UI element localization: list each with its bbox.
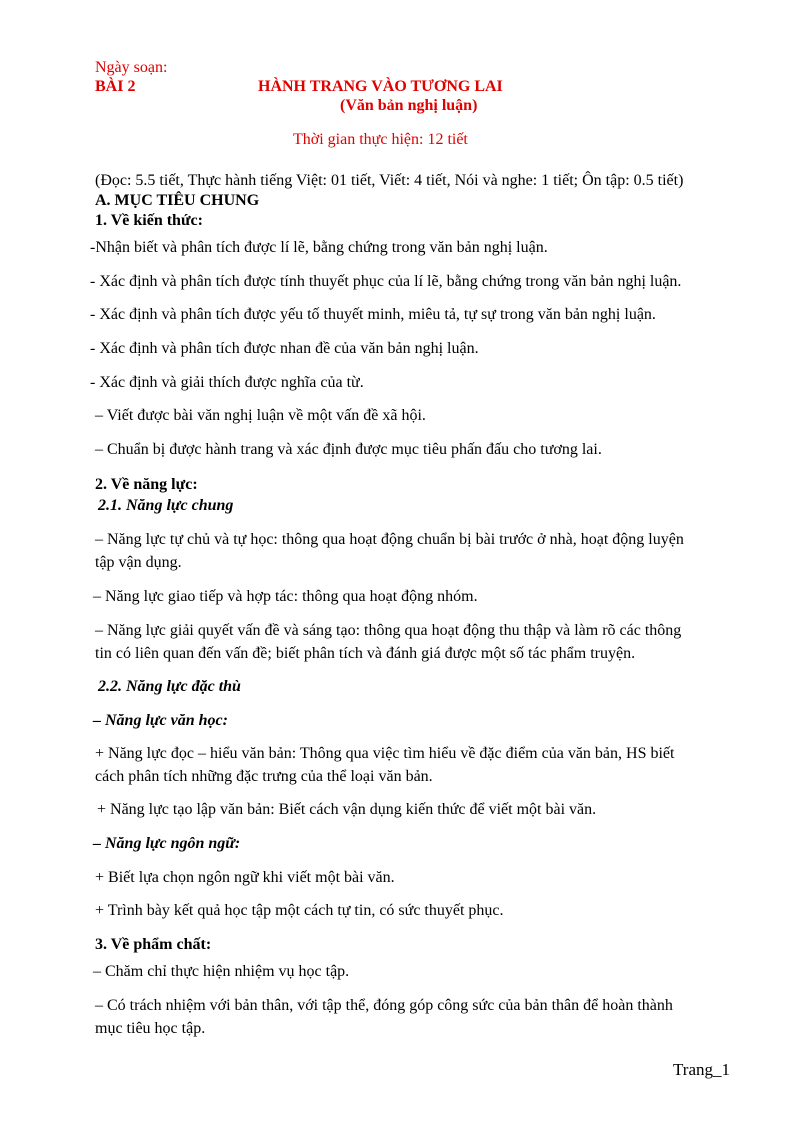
lesson-genre: (Văn bản nghị luận) <box>340 97 478 114</box>
general-competence-item-cont: tập vận dụng. <box>95 554 182 571</box>
language-competence-heading: – Năng lực ngôn ngữ: <box>93 835 241 852</box>
literary-competence-heading: – Năng lực văn học: <box>93 712 228 729</box>
date-label: Ngày soạn: <box>95 59 168 76</box>
knowledge-item: – Viết được bài văn nghị luận về một vấn đề xã hội. <box>95 407 426 424</box>
knowledge-heading: 1. Về kiến thức: <box>95 212 203 229</box>
general-competence-item: – Năng lực giao tiếp và hợp tác: thông qua hoạt động nhóm. <box>93 588 478 605</box>
language-competence-item: + Trình bày kết quả học tập một cách tự tin, có sức thuyết phục. <box>95 902 504 919</box>
time-allocation: (Đọc: 5.5 tiết, Thực hành tiếng Việt: 01 tiết, Viết: 4 tiết, Nói và nghe: 1 tiết; Ôn tập: 0.5 tiết) <box>95 172 684 189</box>
qualities-heading: 3. Về phẩm chất: <box>95 936 212 953</box>
knowledge-item: - Xác định và phân tích được yếu tố thuyết minh, miêu tả, tự sự trong văn bản nghị luận. <box>90 306 656 323</box>
knowledge-item: - Xác định và giải thích được nghĩa của từ. <box>90 374 364 391</box>
duration: Thời gian thực hiện: 12 tiết <box>293 131 468 148</box>
specific-competence-heading: 2.2. Năng lực đặc thù <box>98 678 241 695</box>
knowledge-item: - Xác định và phân tích được nhan đề của văn bản nghị luận. <box>90 340 479 357</box>
general-competence-item: – Năng lực tự chủ và tự học: thông qua hoạt động chuẩn bị bài trước ở nhà, hoạt động luyện <box>95 531 684 548</box>
literary-competence-item-cont: cách phân tích những đặc trưng của thể loại văn bản. <box>95 768 433 785</box>
qualities-item: – Chăm chỉ thực hiện nhiệm vụ học tập. <box>93 963 350 980</box>
knowledge-item: -Nhận biết và phân tích được lí lẽ, bằng chứng trong văn bản nghị luận. <box>90 239 548 256</box>
page-number: Trang_1 <box>673 1060 730 1079</box>
knowledge-item: – Chuẩn bị được hành trang và xác định được mục tiêu phấn đấu cho tương lai. <box>95 441 602 458</box>
section-a-heading: A. MỤC TIÊU CHUNG <box>95 192 260 209</box>
knowledge-item: - Xác định và phân tích được tính thuyết phục của lí lẽ, bằng chứng trong văn bản nghị luận. <box>90 273 682 290</box>
qualities-item-cont: mục tiêu học tập. <box>95 1020 206 1037</box>
lesson-title: HÀNH TRANG VÀO TƯƠNG LAI <box>258 78 503 95</box>
language-competence-item: + Biết lựa chọn ngôn ngữ khi viết một bài văn. <box>95 869 395 886</box>
competence-heading: 2. Về năng lực: <box>95 476 198 493</box>
literary-competence-item: + Năng lực tạo lập văn bản: Biết cách vận dụng kiến thức để viết một bài văn. <box>97 801 597 818</box>
lesson-number: BÀI 2 <box>95 78 136 95</box>
literary-competence-item: + Năng lực đọc – hiểu văn bản: Thông qua việc tìm hiểu về đặc điểm của văn bản, HS biết <box>95 745 675 762</box>
general-competence-heading: 2.1. Năng lực chung <box>98 497 234 514</box>
general-competence-item-cont: tin có liên quan đến vấn đề; biết phân tích và đánh giá được một số tác phẩm truyện. <box>95 645 636 662</box>
qualities-item: – Có trách nhiệm với bản thân, với tập thể, đóng góp công sức của bản thân để hoàn thành <box>95 997 673 1014</box>
general-competence-item: – Năng lực giải quyết vấn đề và sáng tạo: thông qua hoạt động thu thập và làm rõ các thông <box>95 622 682 639</box>
